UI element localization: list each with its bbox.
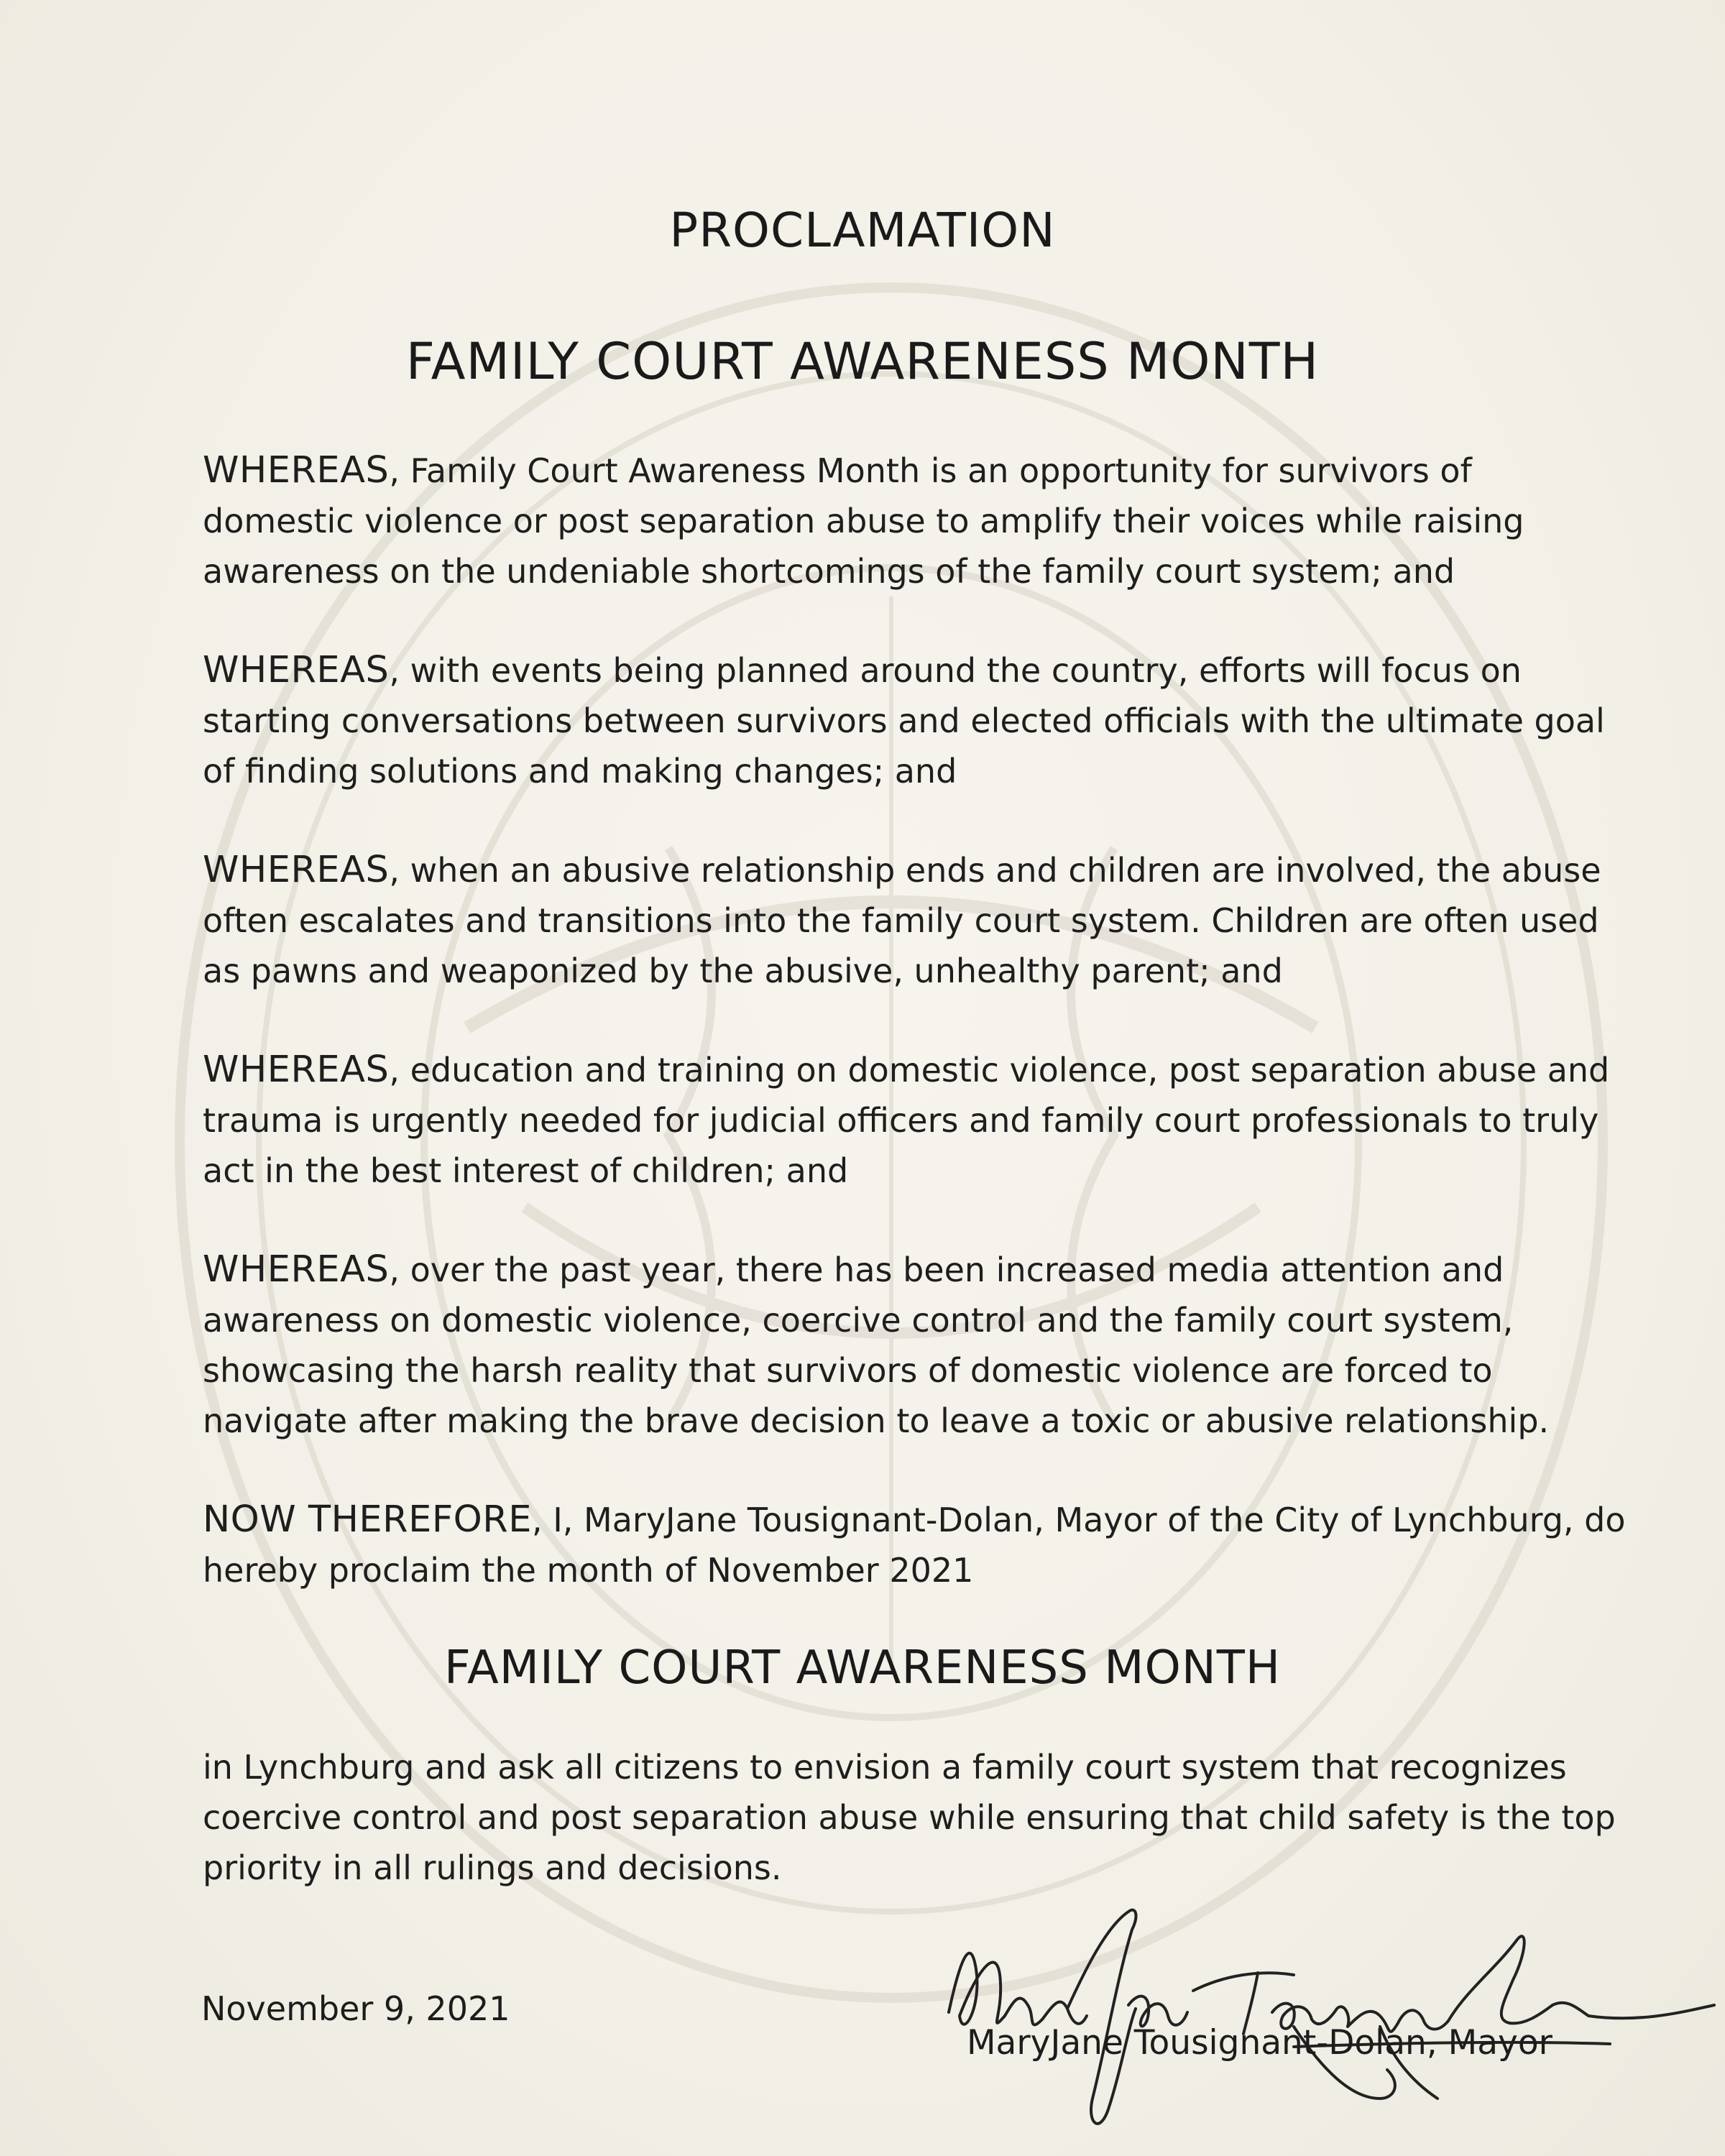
whereas-text: , with events being planned around the country, efforts will focus on starting conversations between survivors and elected officials with the ultimate goal of finding solutions and making changes; and — [203, 651, 1605, 791]
handwritten-signature-icon — [920, 1861, 1718, 2156]
whereas-text: , over the past year, there has been increased media attention and awareness on domestic violence, coercive control and the family court system, showcasing the harsh reality that survivors of domestic violence are forced to navigate after making the brave decision to leave a toxic or abusive relationship. — [203, 1250, 1550, 1440]
proclamation-date: November 9, 2021 — [201, 1989, 510, 2028]
whereas-clause-1 — [203, 446, 1626, 596]
proclamation-subject: FAMILY COURT AWARENESS MONTH — [405, 332, 1320, 391]
whereas-lead: WHEREAS — [203, 449, 390, 492]
whereas-clause-4 — [203, 1045, 1626, 1196]
proclamation-heading: PROCLAMATION — [669, 203, 1056, 258]
resolution-clause — [203, 1495, 1626, 1595]
whereas-lead: WHEREAS — [203, 849, 390, 891]
whereas-clause-2 — [203, 645, 1626, 796]
resolution-text: , I, MaryJane Tousignant-Dolan, Mayor of the City of Lynchburg, do hereby proclaim the month of November 2021 — [203, 1501, 1626, 1590]
whereas-text: , education and training on domestic violence, post separation abuse and trauma is urgently needed for judicial officers and family court professionals to truly act in the best interest of children; and — [203, 1051, 1610, 1190]
proclaimed-title: FAMILY COURT AWARENESS MONTH — [444, 1641, 1281, 1695]
whereas-lead: WHEREAS — [203, 1049, 390, 1091]
whereas-lead: WHEREAS — [203, 649, 390, 691]
whereas-text: , Family Court Awareness Month is an opportunity for survivors of domestic violence or post separation abuse to amplify their voices while raising awareness on the undeniable shortcomings of the family court system; and — [203, 451, 1524, 591]
whereas-clause-3 — [203, 845, 1626, 996]
resolution-lead: NOW THEREFORE — [203, 1498, 532, 1541]
closing-paragraph: in Lynchburg and ask all citizens to envision a family court system that recognizes coercive control and post separation abuse while ensuring that child safety is the top priority in all rulings and decisions. — [203, 1748, 1616, 1887]
whereas-text: , when an abusive relationship ends and children are involved, the abuse often escalates and transitions into the family court system. Children are often used as pawns and weaponized by the abusive, unhealthy parent; and — [203, 851, 1601, 990]
signer-name: MaryJane Tousignant-Dolan, Mayor — [967, 2023, 1552, 2063]
whereas-clause-5 — [203, 1245, 1626, 1446]
whereas-lead: WHEREAS — [203, 1248, 390, 1291]
